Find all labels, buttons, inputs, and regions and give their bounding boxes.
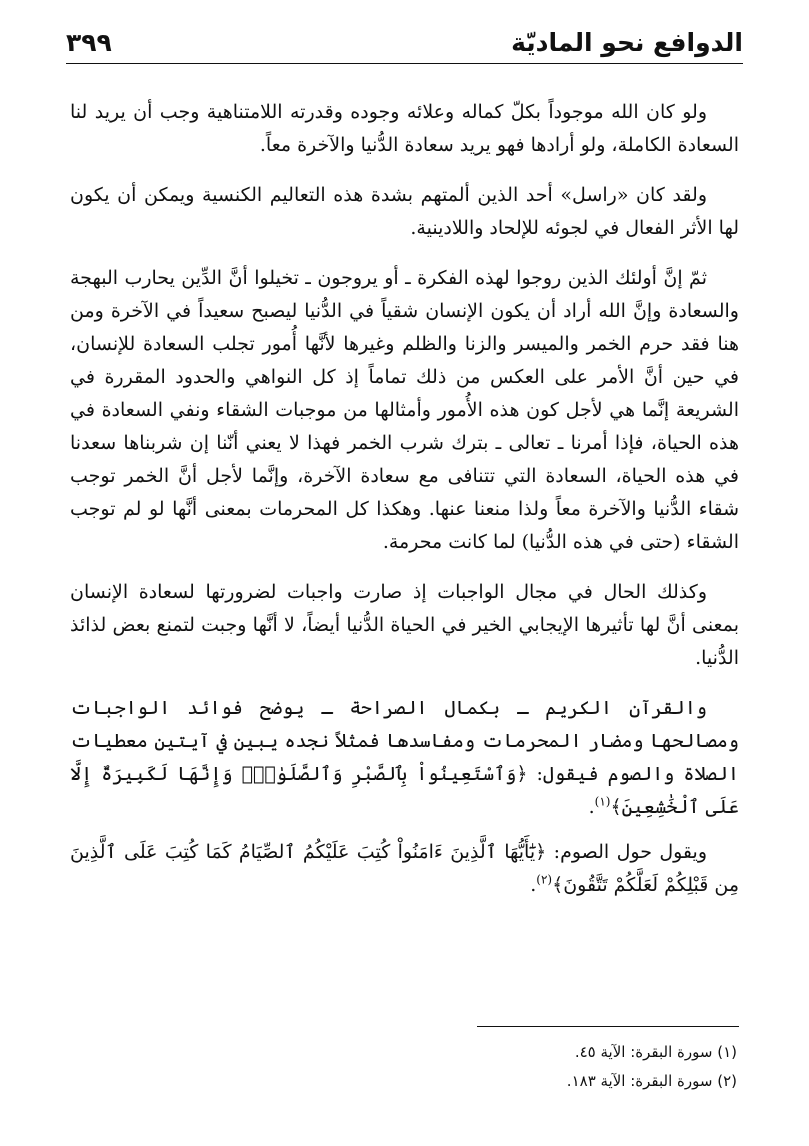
footnote-rule [477, 1026, 739, 1027]
header-rule [66, 63, 743, 64]
footnote-1: (١) سورة البقرة: الآية ٤٥. [574, 1043, 737, 1061]
paragraph-6 [70, 836, 739, 902]
footnotes [70, 1038, 737, 1096]
page-header [66, 22, 743, 62]
footnote-ref-2: (٢) [536, 872, 553, 887]
paragraph-5-text: والقرآن الكريم ـ بكمال الصراحة ـ يوضح فوائد الواجبات ومصالحها ومضار المحرمات ومفاسدها فمثلاً نجده يبين في آيتين معطيات الصلاة والصوم فيقول: [70, 697, 739, 785]
footnote-ref-1: (١) [594, 794, 611, 809]
paragraph-6-text: ويقول حول الصوم: [553, 841, 708, 863]
paragraph-1: ولو كان الله موجوداً بكلّ كماله وعلائه وجوده وقدرته اللامتناهية وجب أن يريد لنا السعادة الكاملة، ولو أرادها فهو يريد سعادة الدُّنيا والآخرة معاً. [70, 101, 739, 156]
paragraph-3: ثمّ إنَّ أولئك الذين روجوا لهذه الفكرة ـ أو يروجون ـ تخيلوا أنَّ الدِّين يحارب البهجة والسعادة وإنَّ الله أراد أن يكون الإنسان شقياً في الدُّنيا ليصبح سعيداً في الآخرة ومن هنا فقد حرم الخمر والميسر والزنا والظلم وغيرها لأنَّها أُمور تجلب السعادة للإنسان، في حين أنَّ الأمر على العكس من ذلك تماماً إذ كل النواهي والحدود المقررة في الشريعة إنَّما هي لأجل كون هذه الأُمور وأمثالها من موجبات الشقاء ونفي السعادة في هذه الحياة، فإذا أمرنا ـ تعالى ـ بترك شرب الخمر فهذا لا يعني أنّنا إن شربناها سعدنا في هذه الحياة، السعادة التي تتنافى مع سعادة الآخرة، وإنَّما لأجل أنَّ الخمر توجب شقاء الدُّنيا والآخرة معاً ولذا منعنا عنها. وهكذا كل المحرمات بمعنى أنَّها لو لم توجب الشقاء (حتى في هذه الدُّنيا) لما كانت محرمة. [70, 267, 739, 553]
footnote-2: (٢) سورة البقرة: الآية ١٨٣. [566, 1072, 737, 1090]
quran-verse-1: ﴿وَٱسْتَعِينُواْ بِٱلصَّبْرِ وَٱلصَّلَوٰةِۚ وَإِنَّهَا لَكَبِيرَةٌ إِلَّا عَلَى ٱلْخَٰشِعِينَ﴾ [70, 763, 739, 818]
body-text [70, 96, 739, 919]
paragraph-5-end: . [588, 796, 595, 818]
paragraph-4: وكذلك الحال في مجال الواجبات إذ صارت واجبات لضرورتها لسعادة الإنسان بمعنى أنَّ لها تأثيرها الإيجابي الخير في الحياة الدُّنيا أيضاً، لا أنَّها وجبت لتمنع بعض لذائذ الدُّنيا. [70, 581, 739, 669]
page-number: ٣٩٩ [66, 27, 112, 57]
running-title: الدوافع نحو الماديّة [511, 27, 743, 57]
paragraph-2: ولقد كان «راسل» أحد الذين ألمتهم بشدة هذه التعاليم الكنسية ويمكن أن يكون لها الأثر الفعال في لجوئه للإلحاد واللادينية. [70, 184, 739, 239]
paragraph-5 [70, 692, 739, 824]
quran-verse-2: ﴿يَٰٓأَيُّهَا ٱلَّذِينَ ءَامَنُواْ كُتِبَ عَلَيْكُمُ ٱلصِّيَامُ كَمَا كُتِبَ عَلَى ٱلَّذِينَ مِن قَبْلِكُمْ لَعَلَّكُمْ تَتَّقُونَ﴾ [70, 841, 739, 896]
paragraph-6-end: . [530, 874, 537, 896]
